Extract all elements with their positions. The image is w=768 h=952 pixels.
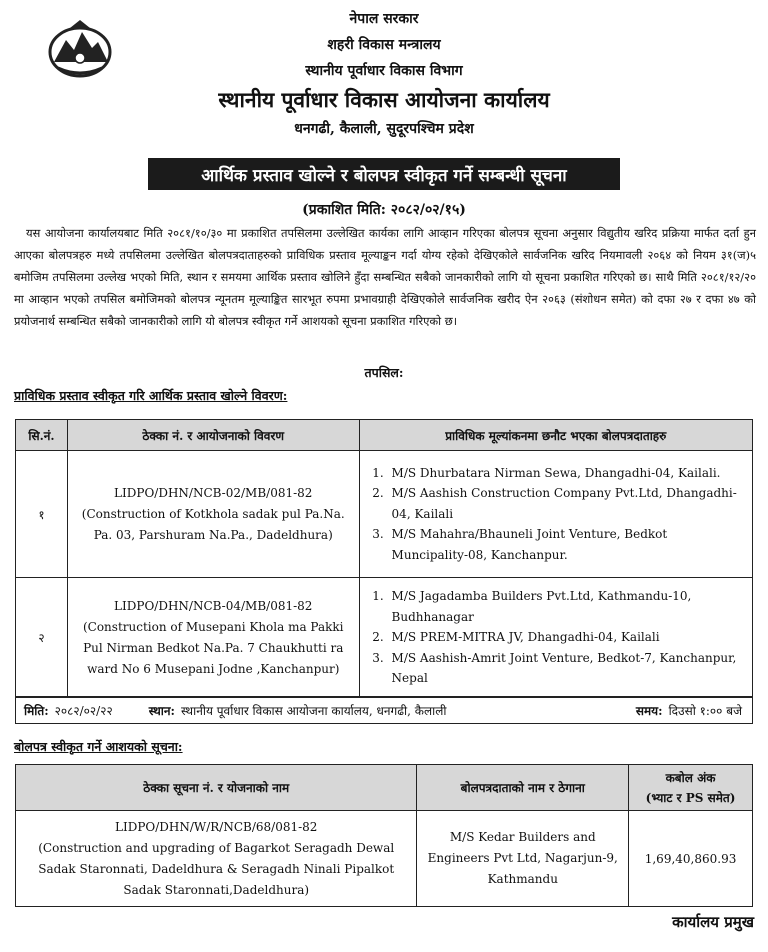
- time-label: समय:: [635, 703, 663, 718]
- government-name: नेपाल सरकार: [349, 11, 419, 27]
- body-paragraph: यस आयोजना कार्यालयबाट मिति २०८१/१०/३० मा प्रकाशित तपसिलमा उल्लेखित कार्यका लागि आव्हान गरिएका बोलपत्र सूचना अनुसार विद्युतीय खरिद प्रक्रिया मार्फत दर्ता हुन आएका बोलपत्रहरु मध्ये तपसिलमा उल्लेखित बोलपत्रदाताहरुको प्राविधिक प्रस्ताव मूल्याङ्कन गर्दा योग्य रहेको देखिएकोले सार्वजनिक खरिद नियमावली २०६४ को नियम ३१(ज)५ बमोजिम तपसिलमा उल्लेख भएको मिति, स्थान र समयमा आर्थिक प्रस्ताव खोलिने हुँदा सम्बन्धित सबैको जानकारीको लागि यो सूचना प्रकाशित गरिएको छ। साथै मिति २०८१/१२/२० मा आव्हान भएको तपसिल बमोजिमको बोलपत्र न्यूनतम मूल्याङ्कित सारभूत रुपमा प्रभावग्राही देखिएकोले सार्वजनिक खरीद ऐन २०६३ (संशोधन समेत) को दफा २७ र दफा ४७ को प्रयोजनार्थ सम्बन्धित सबैको जानकारीको लागि यो बोलपत्र स्वीकृत गर्ने आशयको सूचना प्रकाशित गरिएको छ।: [14, 226, 756, 328]
- project-line: (Construction and upgrading of Bagarkot Seragadh Dewal: [38, 840, 395, 855]
- award-amount: 1,69,40,860.93: [629, 811, 753, 907]
- col-header-amount: [629, 765, 753, 811]
- bidder-item: 3. M/S Mahahra/Bhauneli Joint Venture, Bedkot Muncipality-08, Kanchanpur.: [388, 524, 746, 565]
- financial-opening-table: [15, 419, 753, 698]
- published-date: (प्रकाशित मिति: २०८२/०२/१५): [302, 202, 466, 218]
- office-location: धनगढी, कैलाली, सुदूरपश्चिम प्रदेश: [294, 121, 474, 137]
- table-header-row: [16, 765, 753, 811]
- bidder-item: 2. M/S Aashish Construction Company Pvt.Ltd, Dhangadhi-04, Kailali: [388, 483, 746, 524]
- award-bidder: [417, 811, 629, 907]
- table-row: [16, 451, 753, 578]
- project-line: Sadak Staronnati, Dadeldhura & Seragadh Ninali Pipalkot: [38, 861, 395, 876]
- row-sn: २: [16, 578, 68, 698]
- table-row: [16, 578, 753, 698]
- project-line: Pul Nirman Bedkot Na.Pa. 7 Chaukhutti ra: [83, 640, 344, 655]
- amount-header-subline: (भ्याट र PS समेत): [645, 790, 736, 805]
- bidder-line: M/S Kedar Builders and: [449, 830, 596, 844]
- signature-office-chief: कार्यालय प्रमुख: [672, 913, 754, 931]
- date-value: २०८२/०२/२२: [54, 703, 113, 718]
- opening-schedule: [15, 696, 753, 724]
- col-header-project: ठेक्का नं. र आयोजनाको विवरण: [67, 420, 359, 451]
- project-line: (Construction of Musepani Khola ma Pakki: [82, 619, 344, 634]
- bidder-item: 1. M/S Dhurbatara Nirman Sewa, Dhangadhi-04, Kailali.: [388, 463, 746, 484]
- bidder-item: 3. M/S Aashish-Amrit Joint Venture, Bedkot-7, Kanchanpur, Nepal: [388, 648, 746, 689]
- project-line: LIDPO/DHN/NCB-04/MB/081-82: [114, 598, 313, 613]
- col-header-bidders: प्राविधिक मूल्यांकनमा छनौट भएका बोलपत्रदाताहरु: [359, 420, 752, 451]
- project-line: LIDPO/DHN/W/R/NCB/68/081-82: [114, 819, 318, 834]
- col-header-bidder: बोलपत्रदाताको नाम र ठेगाना: [417, 765, 629, 811]
- project-line: ward No 6 Musepani Jodne ,Kanchanpur): [87, 661, 340, 676]
- letterhead: [0, 6, 768, 142]
- project-line: Sadak Staronnati,Dadeldhura): [123, 882, 310, 897]
- section2-heading: बोलपत्र स्वीकृत गर्ने आशयको सूचना:: [14, 739, 183, 754]
- office-name: स्थानीय पूर्वाधार विकास आयोजना कार्यालय: [218, 87, 550, 112]
- bidder-item: 1. M/S Jagadamba Builders Pvt.Ltd, Kathmandu-10, Budhhanagar: [388, 586, 746, 627]
- col-header-sn: सि.नं.: [16, 420, 68, 451]
- award-project: [16, 811, 417, 907]
- row-bidders: [359, 451, 752, 578]
- section1-heading: प्राविधिक प्रस्ताव स्वीकृत गरि आर्थिक प्रस्ताव खोल्ने विवरण:: [14, 388, 288, 403]
- project-line: Pa. 03, Parshuram Na.Pa., Dadeldhura): [93, 527, 333, 542]
- row-bidders: [359, 578, 752, 698]
- ministry-name: शहरी विकास मन्त्रालय: [327, 37, 441, 53]
- bidder-line: Engineers Pvt Ltd, Nagarjun-9,: [427, 851, 618, 865]
- notice-title: आर्थिक प्रस्ताव खोल्ने र बोलपत्र स्वीकृत गर्ने सम्बन्धी सूचना: [148, 158, 620, 190]
- bidder-item: 2. M/S PREM-MITRA JV, Dhangadhi-04, Kailali: [388, 627, 746, 648]
- date-label: मिति:: [24, 703, 49, 718]
- project-line: LIDPO/DHN/NCB-02/MB/081-82: [114, 485, 313, 500]
- row-project: [67, 451, 359, 578]
- amount-header-line: कबोल अंक: [665, 770, 716, 785]
- department-name: स्थानीय पूर्वाधार विकास विभाग: [305, 63, 463, 79]
- bidder-line: Kathmandu: [487, 872, 558, 886]
- row-project: [67, 578, 359, 698]
- tapsil-label: तपसिल:: [364, 365, 404, 380]
- col-header-project: ठेक्का सूचना नं. र योजनाको नाम: [16, 765, 417, 811]
- project-line: (Construction of Kotkhola sadak pul Pa.Na.: [81, 506, 345, 521]
- place-value: स्थानीय पूर्वाधार विकास आयोजना कार्यालय, धनगढी, कैलाली: [180, 703, 447, 718]
- table-row: [16, 811, 753, 907]
- row-sn: १: [16, 451, 68, 578]
- table-header-row: [16, 420, 753, 451]
- place-label: स्थान:: [148, 703, 175, 718]
- time-value: दिउसो १:०० बजे: [668, 703, 742, 718]
- intent-to-award-table: [15, 764, 753, 907]
